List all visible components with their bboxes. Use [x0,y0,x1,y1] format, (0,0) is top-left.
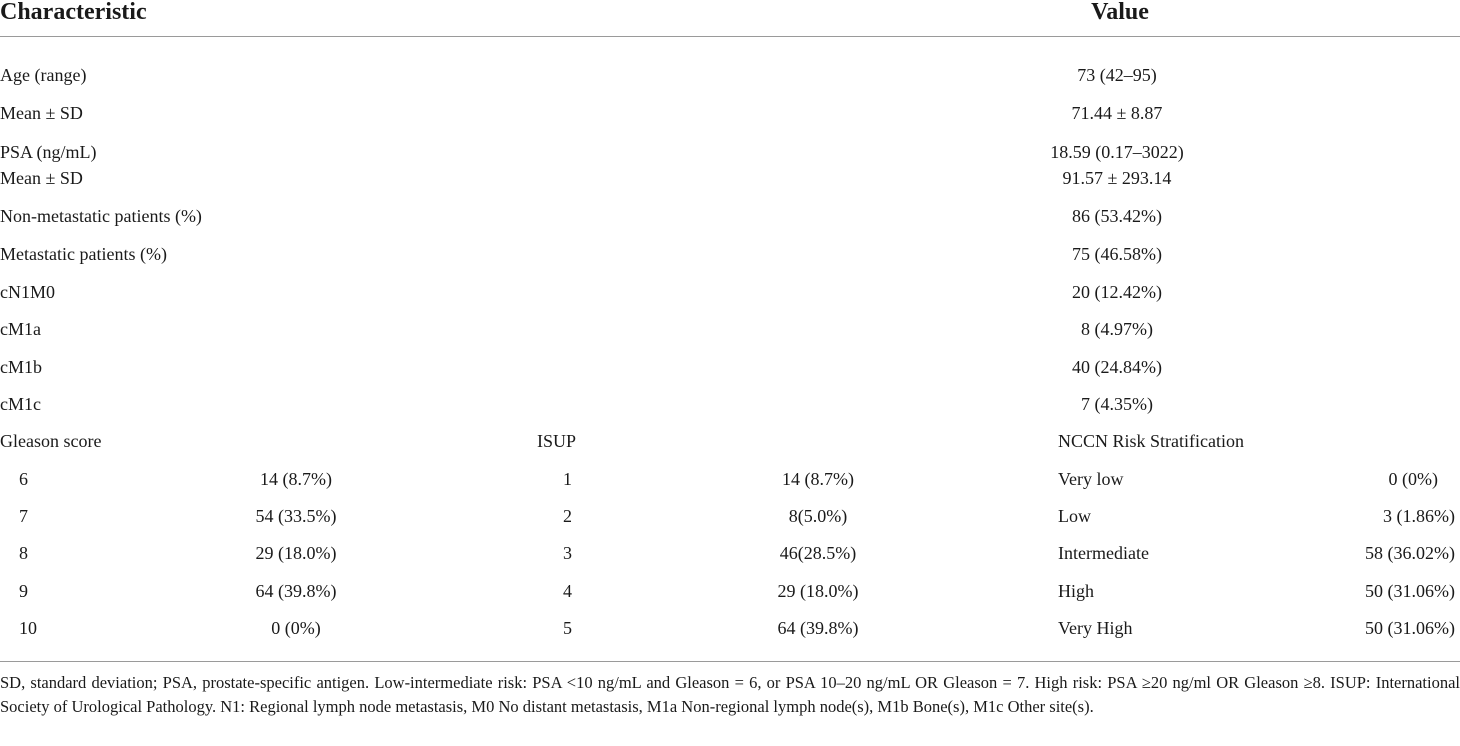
gleason-score: 10 [19,618,37,638]
nccn-category: Intermediate [1058,543,1149,563]
table-row [0,201,1460,231]
row-label: Age (range) [0,65,87,85]
table-row [0,501,1460,531]
isup-count: 64 (39.8%) [777,618,859,638]
isup-count: 14 (8.7%) [782,469,854,489]
row-value: 18.59 (0.17–3022) [1050,142,1184,162]
row-value: 7 (4.35%) [1081,394,1153,414]
row-value: 40 (24.84%) [1072,357,1162,377]
row-value: 86 (53.42%) [1072,206,1162,226]
isup-count: 29 (18.0%) [777,581,859,601]
nccn-count: 0 (0%) [1388,469,1438,489]
table-row [0,277,1460,307]
row-value: 91.57 ± 293.14 [1062,168,1172,188]
table-row [0,538,1460,568]
header-characteristic: Characteristic [0,0,147,25]
row-value: 73 (42–95) [1077,65,1157,85]
row-label: Metastatic patients (%) [0,244,167,264]
table-row [0,352,1460,382]
isup-grade: 1 [563,469,572,489]
nccn-count: 50 (31.06%) [1365,618,1455,638]
gleason-count: 64 (39.8%) [255,581,337,601]
isup-count: 46(28.5%) [779,543,857,563]
header-value: Value [1091,0,1149,25]
nccn-count: 50 (31.06%) [1365,581,1455,601]
row-value: 8 (4.97%) [1081,319,1153,339]
table-row [0,314,1460,344]
nccn-category: Low [1058,506,1091,526]
isup-header: ISUP [537,431,577,451]
row-label: cM1c [0,394,41,414]
gleason-score: 7 [19,506,28,526]
nccn-count: 3 (1.86%) [1383,506,1455,526]
table-row [0,576,1460,606]
isup-grade: 2 [563,506,572,526]
gleason-count: 14 (8.7%) [260,469,332,489]
gleason-header: Gleason score [0,431,102,451]
table-footnote: SD, standard deviation; PSA, prostate-specific antigen. Low-intermediate risk: PSA <10 ng/mL and Gleason = 6, or PSA 10–20 ng/mL OR Gleason = 7. High risk: PSA ≥20 ng/ml OR Gleason ≥8. ISUP: International Society of Urological Pathology. N1: Regional lymph node metastasis, M0 No distant metastasis, M1a Non-regional lymph node(s), M1b Bone(s), M1c Other site(s). [0,673,1460,716]
gleason-count: 54 (33.5%) [255,506,337,526]
gleason-count: 29 (18.0%) [255,543,337,563]
gleason-score: 6 [19,469,28,489]
table-row [0,239,1460,269]
nccn-category: Very High [1058,618,1133,638]
isup-grade: 5 [563,618,572,638]
table-row [0,389,1460,419]
table-row [0,60,1460,90]
nccn-header: NCCN Risk Stratification [1058,431,1244,451]
table-row [0,163,1460,193]
row-label: PSA (ng/mL) [0,142,97,162]
group-header-row [0,426,1460,456]
isup-grade: 4 [563,581,572,601]
table-row [0,613,1460,643]
isup-count: 8(5.0%) [788,506,848,526]
footer-divider [0,661,1460,662]
row-value: 75 (46.58%) [1072,244,1162,264]
nccn-count: 58 (36.02%) [1365,543,1455,563]
row-label: cM1a [0,319,41,339]
gleason-score: 9 [19,581,28,601]
row-label: Mean ± SD [0,168,83,188]
row-value: 20 (12.42%) [1072,282,1162,302]
table-row [0,464,1460,494]
isup-grade: 3 [563,543,572,563]
table-row [0,98,1460,128]
row-label: Mean ± SD [0,103,83,123]
row-value: 71.44 ± 8.87 [1071,103,1163,123]
gleason-score: 8 [19,543,28,563]
row-label: cN1M0 [0,282,55,302]
nccn-category: Very low [1058,469,1124,489]
gleason-count: 0 (0%) [271,618,321,638]
table-header [0,0,1460,37]
row-label: cM1b [0,357,42,377]
nccn-category: High [1058,581,1094,601]
row-label: Non-metastatic patients (%) [0,206,202,226]
